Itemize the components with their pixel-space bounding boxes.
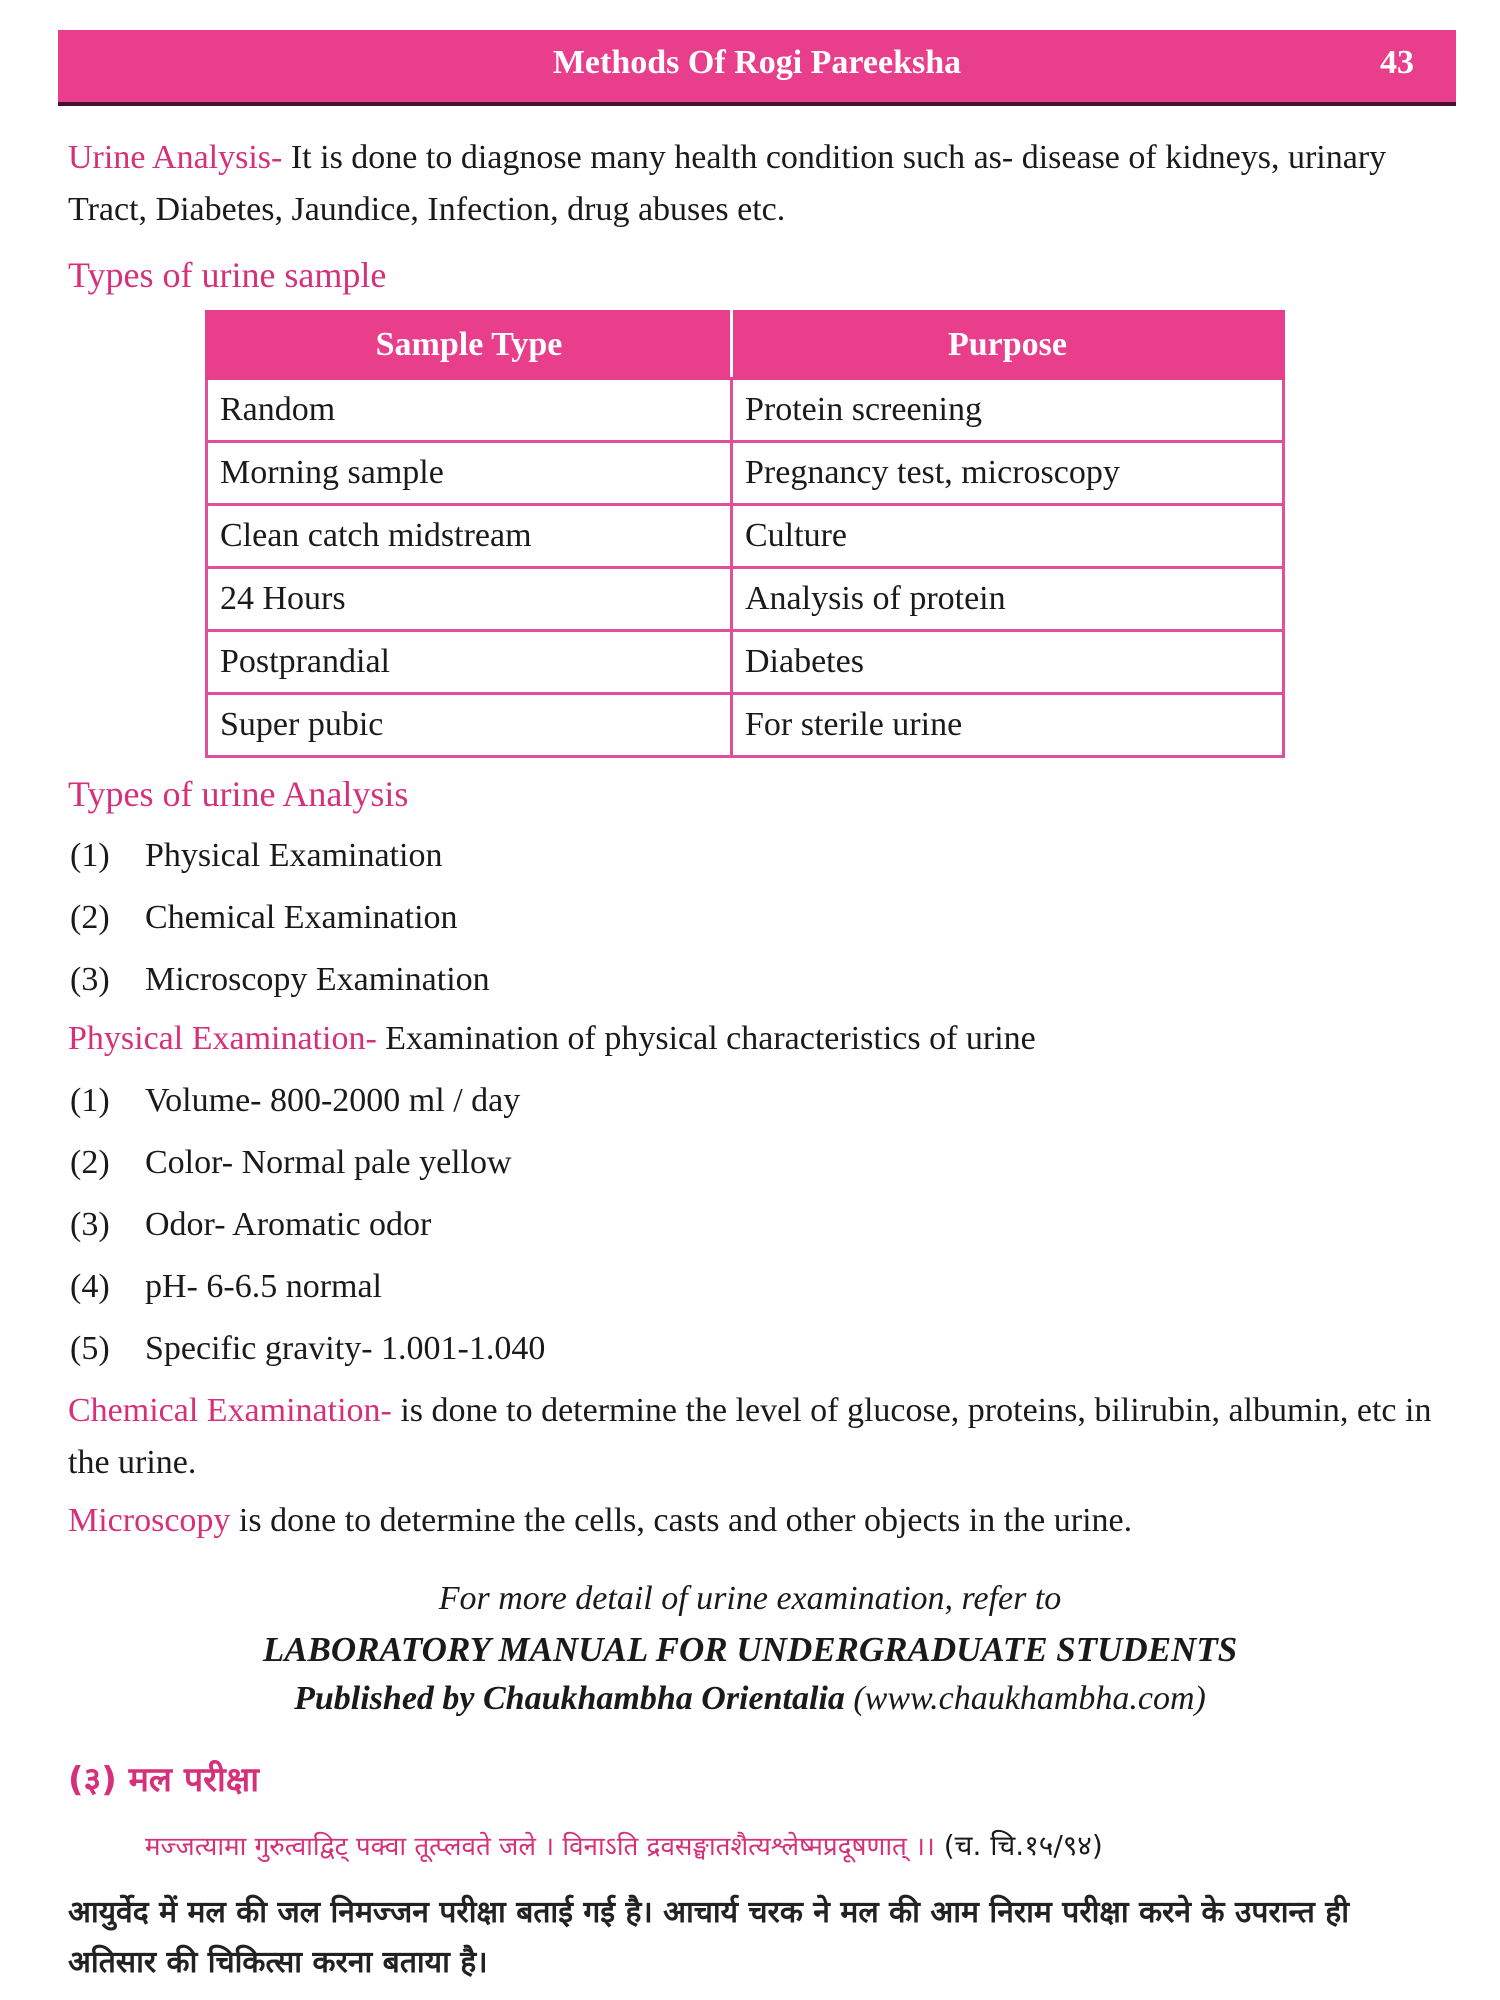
list-item	[70, 825, 490, 887]
list-item	[70, 949, 490, 1011]
list-number: (1)	[70, 1082, 110, 1119]
sample-type-cell: Super pubic	[207, 694, 732, 757]
page-number: 43	[1380, 44, 1414, 81]
list-item	[70, 1318, 545, 1380]
table-row	[207, 568, 1284, 631]
list-text: Physical Examination	[145, 837, 443, 874]
sample-type-cell: Clean catch midstream	[207, 505, 732, 568]
physical-exam-text: Examination of physical characteristics of urine	[376, 1020, 1036, 1057]
running-title: Methods Of Rogi Pareeksha	[552, 44, 962, 81]
list-text: Odor- Aromatic odor	[145, 1206, 432, 1243]
reference-intro: For more detail of urine examination, refer to	[438, 1580, 1062, 1617]
list-text: Specific gravity- 1.001-1.040	[145, 1330, 546, 1367]
urine-analysis-paragraph	[68, 132, 1438, 236]
sample-type-cell: Random	[207, 379, 732, 442]
purpose-cell: Protein screening	[732, 379, 1284, 442]
physical-exam-label: Physical Examination-	[68, 1020, 377, 1057]
sample-types-table	[205, 310, 1285, 758]
verse-text: मज्जत्यामा गुरुत्वाद्विट् पक्वा तूत्प्लवते जले । विनाऽति द्रवसङ्घातशैत्यश्लेष्मप्रदूषणात् ।।	[145, 1832, 935, 1862]
table-row	[207, 379, 1284, 442]
table-row	[207, 505, 1284, 568]
list-number: (3)	[70, 961, 110, 998]
table-row	[207, 631, 1284, 694]
column-header-sample-type: Sample Type	[207, 312, 732, 379]
list-number: (1)	[70, 837, 110, 874]
chemical-exam-text: is done to determine the level of glucose, proteins, bilirubin, albumin, etc in the urine.	[68, 1392, 1432, 1481]
list-number: (3)	[70, 1206, 110, 1243]
table-header-row	[207, 312, 1284, 379]
physical-exam-paragraph	[68, 1013, 1438, 1065]
purpose-cell: Analysis of protein	[732, 568, 1284, 631]
sample-types-heading: Types of urine sample	[68, 255, 387, 295]
list-item	[70, 1256, 545, 1318]
list-text: pH- 6-6.5 normal	[145, 1268, 383, 1305]
table-row	[207, 694, 1284, 757]
list-text: Chemical Examination	[145, 899, 458, 936]
sample-type-cell: Postprandial	[207, 631, 732, 694]
table-row	[207, 442, 1284, 505]
list-number: (4)	[70, 1268, 110, 1305]
sample-type-cell: 24 Hours	[207, 568, 732, 631]
chemical-exam-paragraph	[68, 1385, 1438, 1489]
urine-analysis-text: It is done to diagnose many health condition such as- disease of kidneys, urinary Tract, Diabetes, Jaundice, Infection, drug abuses etc.	[68, 139, 1387, 228]
list-text: Color- Normal pale yellow	[145, 1144, 512, 1181]
sanskrit-verse	[145, 1826, 1103, 1864]
list-text: Volume- 800-2000 ml / day	[145, 1082, 521, 1119]
purpose-cell: Culture	[732, 505, 1284, 568]
stool-exam-paragraph: आयुर्वेद में मल की जल निमज्जन परीक्षा बताई गई है। आचार्य चरक ने मल की आम निराम परीक्षा करने के उपरान्त ही अतिसार की चिकित्सा करना बताया है।	[68, 1895, 1349, 1980]
list-item	[70, 1132, 545, 1194]
reference-book-title: LABORATORY MANUAL FOR UNDERGRADUATE STUDENTS	[262, 1630, 1238, 1669]
chemical-exam-label: Chemical Examination-	[68, 1392, 392, 1429]
physical-exam-list	[70, 1070, 545, 1380]
urine-analysis-label: Urine Analysis-	[68, 139, 283, 176]
analysis-types-list	[70, 825, 490, 1011]
reference-publisher-line	[0, 1680, 1500, 1718]
list-item	[70, 887, 490, 949]
list-item	[70, 1070, 545, 1132]
reference-publisher: Published by Chaukhambha Orientalia	[294, 1680, 845, 1717]
list-number: (2)	[70, 899, 110, 936]
purpose-cell: Diabetes	[732, 631, 1284, 694]
sample-type-cell: Morning sample	[207, 442, 732, 505]
list-number: (5)	[70, 1330, 110, 1367]
purpose-cell: Pregnancy test, microscopy	[732, 442, 1284, 505]
column-header-purpose: Purpose	[732, 312, 1284, 379]
purpose-cell: For sterile urine	[732, 694, 1284, 757]
microscopy-label: Microscopy	[68, 1502, 231, 1539]
reference-url: (www.chaukhambha.com)	[844, 1680, 1206, 1717]
verse-source: (च. चि.१५/९४)	[934, 1829, 1103, 1862]
list-item	[70, 1194, 545, 1256]
stool-exam-heading: (३) मल परीक्षा	[68, 1760, 260, 1800]
microscopy-paragraph	[68, 1495, 1438, 1547]
page-header	[58, 30, 1456, 106]
analysis-types-heading: Types of urine Analysis	[68, 774, 409, 814]
list-text: Microscopy Examination	[145, 961, 490, 998]
microscopy-text: is done to determine the cells, casts and other objects in the urine.	[230, 1502, 1133, 1539]
list-number: (2)	[70, 1144, 110, 1181]
